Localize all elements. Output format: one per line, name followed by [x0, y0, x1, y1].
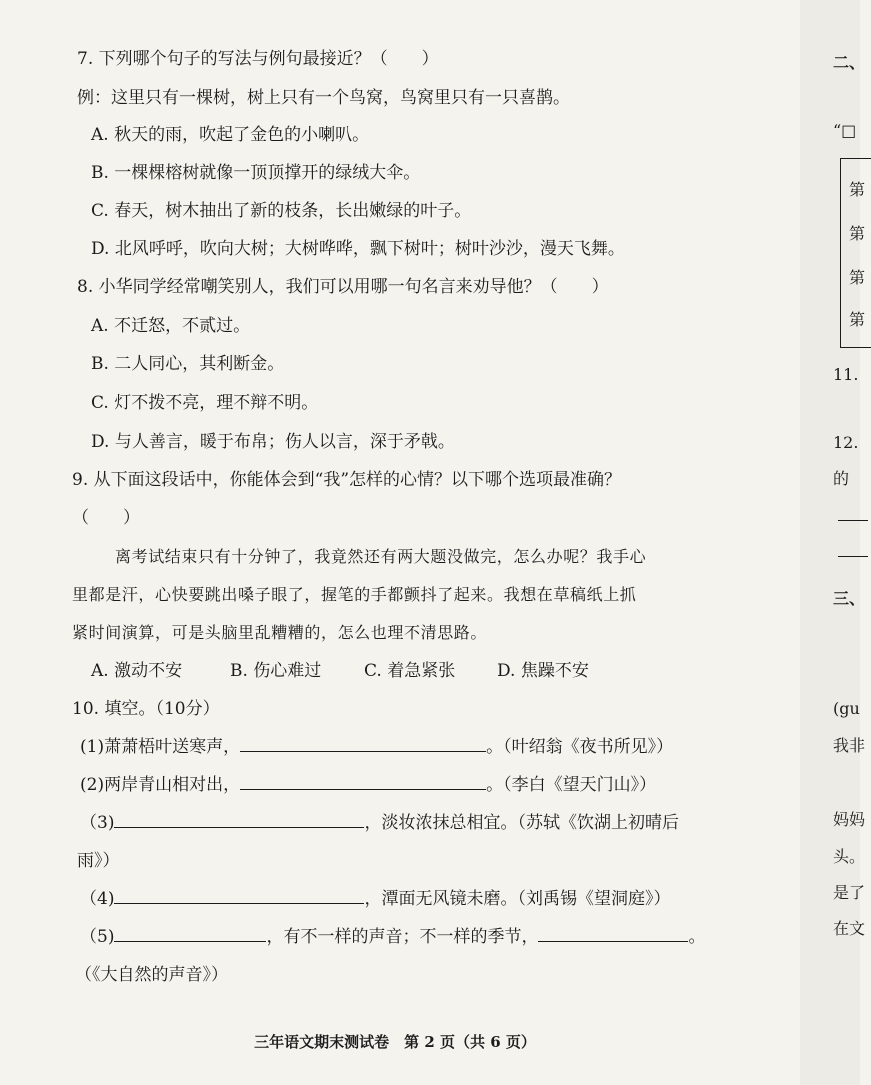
- q7-example: 例：这里只有一棵树，树上只有一个鸟窝，鸟窝里只有一只喜鹊。: [77, 88, 570, 108]
- right-boxed-list: [840, 158, 871, 348]
- q8-option-c: C. 灯不拨不亮，理不辩不明。: [91, 393, 319, 413]
- right-q12-fragment: 的: [833, 469, 850, 488]
- q7-option-b: B. 一棵棵榕树就像一顶顶撑开的绿绒大伞。: [91, 163, 421, 183]
- q7-stem: 7. 下列哪个句子的写法与例句最接近？（ ）: [77, 49, 439, 69]
- q10-item2-blank[interactable]: [240, 773, 486, 790]
- right-q12-number: 12.: [833, 433, 859, 452]
- q10-item2-suffix: 。（李白《望天门山》）: [486, 775, 657, 795]
- q8-option-a: A. 不迁怒，不贰过。: [91, 316, 251, 336]
- right-q11-number: 11.: [833, 365, 859, 384]
- q10-item5-continuation: （《大自然的声音》）: [75, 965, 228, 985]
- q10-item3-prefix: （3): [80, 813, 115, 833]
- right-box-char-1: 第: [849, 180, 866, 199]
- q10-item5-middle: ，有不一样的声音；不一样的季节，: [266, 927, 539, 947]
- right-text-fragment-2: 妈妈: [833, 810, 866, 829]
- q8-stem: 8. 小华同学经常嘲笑别人，我们可以用哪一句名言来劝导他？（ ）: [77, 277, 609, 297]
- q10-item3-suffix: ，淡妆浓抹总相宜。（苏轼《饮湖上初晴后: [364, 813, 679, 833]
- q8-option-b: B. 二人同心，其利断金。: [91, 354, 285, 374]
- q10-item-2: [80, 773, 656, 797]
- q10-item1-blank[interactable]: [240, 735, 486, 752]
- q10-item4-blank[interactable]: [114, 887, 364, 904]
- right-box-char-3: 第: [849, 268, 866, 287]
- q9-answer-paren: （ ）: [72, 508, 140, 528]
- q7-option-a: A. 秋天的雨，吹起了金色的小喇叭。: [91, 125, 370, 145]
- right-quote-fragment: “□: [833, 121, 857, 140]
- q10-item1-prefix: (1)萧萧梧叶送寒声，: [80, 737, 241, 757]
- q10-item-1: [80, 735, 673, 759]
- q9-passage-line-3: 紧时间演算，可是头脑里乱糟糟的，怎么也理不清思路。: [72, 623, 488, 642]
- q10-item3-blank[interactable]: [114, 811, 364, 828]
- q7-option-c: C. 春天，树木抽出了新的枝条，长出嫩绿的叶子。: [91, 201, 472, 221]
- page-footer: 三年语文期末测试卷 第 2 页（共 6 页）: [254, 1033, 536, 1051]
- q10-item-4: [80, 887, 670, 911]
- q10-stem: 10. 填空。（10分）: [72, 699, 220, 719]
- right-text-fragment-3: 头。: [833, 847, 866, 866]
- q10-item4-suffix: ，潭面无风镜未磨。（刘禹锡《望洞庭》）: [364, 889, 671, 909]
- q10-item5-blank-1[interactable]: [114, 925, 266, 942]
- right-answer-line-1: [838, 520, 868, 521]
- q9-option-d: D. 焦躁不安: [497, 661, 589, 681]
- right-box-char-2: 第: [849, 224, 866, 243]
- q10-item-3: [80, 811, 679, 835]
- q9-passage-line-2: 里都是汗，心快要跳出嗓子眼了，握笔的手都颤抖了起来。我想在草稿纸上抓: [72, 585, 637, 604]
- q10-item3-continuation: 雨》）: [77, 851, 120, 871]
- right-section-3-heading: 三、: [833, 589, 866, 608]
- right-section-2-heading: 二、: [833, 53, 866, 72]
- q10-item-5: [80, 925, 705, 949]
- q8-option-d: D. 与人善言，暖于布帛；伤人以言，深于矛戟。: [91, 432, 455, 452]
- right-pinyin-fragment: (gu: [833, 699, 860, 718]
- q7-option-d: D. 北风呼呼，吹向大树；大树哗哗，飘下树叶；树叶沙沙，漫天飞舞。: [91, 239, 625, 259]
- right-box-char-4: 第: [849, 310, 866, 329]
- q9-option-c: C. 着急紧张: [364, 661, 456, 681]
- q9-stem: 9. 从下面这段话中，你能体会到“我”怎样的心情？以下哪个选项最准确？: [72, 470, 622, 490]
- q10-item4-prefix: （4): [80, 889, 115, 909]
- q9-option-a: A. 激动不安: [91, 661, 183, 681]
- q10-item5-blank-2[interactable]: [538, 925, 688, 942]
- q10-item1-suffix: 。（叶绍翁《夜书所见》）: [486, 737, 674, 757]
- q9-option-b: B. 伤心难过: [230, 661, 322, 681]
- q10-item2-prefix: (2)两岸青山相对出，: [80, 775, 241, 795]
- right-text-fragment-1: 我非: [833, 736, 866, 755]
- right-answer-line-2: [838, 556, 868, 557]
- q9-passage-line-1: 离考试结束只有十分钟了，我竟然还有两大题没做完，怎么办呢？我手心: [115, 547, 647, 566]
- right-text-fragment-5: 在文: [833, 919, 866, 938]
- q10-item5-prefix: （5): [80, 927, 115, 947]
- right-text-fragment-4: 是了: [833, 883, 866, 902]
- q10-item5-suffix: 。: [688, 927, 706, 947]
